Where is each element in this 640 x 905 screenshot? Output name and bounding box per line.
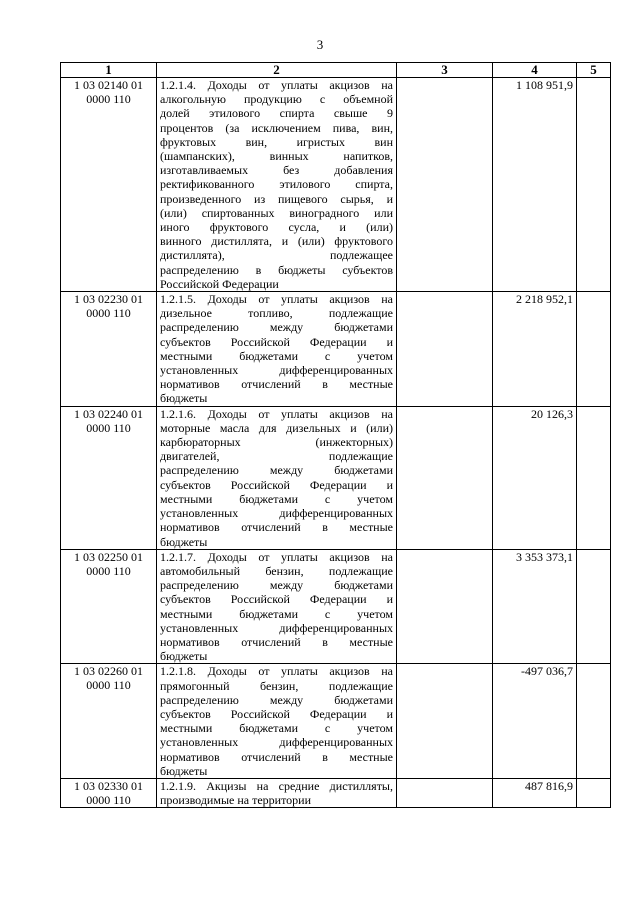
description-line: установленных дифференцированных (160, 735, 393, 750)
income-description-cell (157, 664, 397, 779)
description-line: произведенного из пищевого сырья, и (160, 191, 393, 206)
column-5-cell (577, 78, 611, 292)
description-line: иного фруктового сусла, и (или) (160, 220, 393, 235)
budget-code-line: 0000 110 (86, 563, 131, 578)
description-line: карбюраторных (инжекторных) (160, 435, 393, 450)
amount-cell: 2 218 952,1 (493, 292, 577, 407)
description-line: бюджеты (160, 534, 208, 549)
amount-cell: 3 353 373,1 (493, 549, 577, 664)
column-header-3: 3 (397, 63, 493, 78)
column-header-5: 5 (577, 63, 611, 78)
income-description-cell (157, 292, 397, 407)
budget-code-line: 1 03 02240 01 (74, 406, 143, 421)
header-row (61, 63, 611, 78)
description-line: производимые на территории (160, 793, 312, 808)
budget-code-line: 1 03 02330 01 (74, 778, 143, 793)
income-description-cell (157, 406, 397, 549)
description-line: местными бюджетами с учетом (160, 606, 393, 621)
column-3-cell (397, 292, 493, 407)
income-description-cell (157, 78, 397, 292)
description-line: долей этилового спирта свыше 9 (160, 106, 393, 121)
description-line: бюджеты (160, 763, 208, 778)
description-line: изготавливаемых без добавления (160, 163, 393, 178)
description-line: субъектов Российской Федерации и (160, 706, 393, 721)
column-5-cell (577, 406, 611, 549)
description-line: субъектов Российской Федерации и (160, 592, 393, 607)
description-line: Российской Федерации (160, 276, 279, 291)
description-line: 1.2.1.4. Доходы от уплаты акцизов на (160, 78, 393, 92)
description-line: нормативов отчислений в местные (160, 520, 393, 535)
description-line: установленных дифференцированных (160, 620, 393, 635)
budget-code-line: 0000 110 (86, 92, 131, 106)
table-row (61, 78, 611, 292)
budget-code-cell (61, 292, 157, 407)
budget-code-line: 1 03 02140 01 (74, 78, 143, 92)
description-line: нормативов отчислений в местные (160, 749, 393, 764)
column-5-cell (577, 778, 611, 807)
description-line: процентов (за исключением пива, вин, (160, 120, 393, 135)
table-row (61, 406, 611, 549)
description-line: дистиллята), подлежащее (160, 248, 393, 263)
income-description-cell (157, 778, 397, 807)
description-line: местными бюджетами с учетом (160, 721, 393, 736)
description-line: распределению в бюджеты субъектов (160, 262, 393, 277)
column-3-cell (397, 78, 493, 292)
column-3-cell (397, 778, 493, 807)
description-line: автомобильный бензин, подлежащие (160, 563, 393, 578)
budget-code-cell (61, 664, 157, 779)
description-line: двигателей, подлежащие (160, 449, 393, 464)
budget-code-line: 0000 110 (86, 678, 131, 693)
amount-cell: 20 126,3 (493, 406, 577, 549)
table-body (61, 78, 611, 808)
description-line: прямогонный бензин, подлежащие (160, 678, 393, 693)
description-line: 1.2.1.6. Доходы от уплаты акцизов на (160, 406, 393, 421)
description-line: 1.2.1.5. Доходы от уплаты акцизов на (160, 292, 393, 307)
description-line: 1.2.1.7. Доходы от уплаты акцизов на (160, 549, 393, 564)
column-5-cell (577, 664, 611, 779)
description-line: моторные масла для дизельных и (или) (160, 420, 393, 435)
income-description-cell (157, 549, 397, 664)
description-line: распределению между бюджетами (160, 692, 393, 707)
description-line: субъектов Российской Федерации и (160, 334, 393, 349)
description-line: фруктовых вин, игристых вин (160, 134, 393, 149)
description-line: местными бюджетами с учетом (160, 491, 393, 506)
description-line: распределению между бюджетами (160, 320, 393, 335)
budget-code-cell (61, 549, 157, 664)
amount-cell: -497 036,7 (493, 664, 577, 779)
description-line: бюджеты (160, 649, 208, 664)
column-header-4: 4 (493, 63, 577, 78)
description-line: алкогольную продукцию с объемной (160, 92, 393, 107)
budget-code-cell (61, 406, 157, 549)
description-line: ректификованного этилового спирта, (160, 177, 393, 192)
budget-code-line: 0000 110 (86, 306, 131, 321)
column-header-1: 1 (61, 63, 157, 78)
column-5-cell (577, 549, 611, 664)
budget-code-line: 1 03 02260 01 (74, 664, 143, 679)
description-line: дизельное топливо, подлежащие (160, 306, 393, 321)
description-line: распределению между бюджетами (160, 578, 393, 593)
table-row (61, 292, 611, 407)
budget-table (60, 62, 611, 808)
budget-code-line: 0000 110 (86, 420, 131, 435)
description-line: распределению между бюджетами (160, 463, 393, 478)
page-number: 3 (316, 37, 324, 52)
description-line: винного дистиллята, и (или) фруктового (160, 234, 393, 249)
column-3-cell (397, 406, 493, 549)
column-3-cell (397, 549, 493, 664)
budget-code-cell (61, 78, 157, 292)
table-row (61, 664, 611, 779)
budget-code-line: 1 03 02250 01 (74, 549, 143, 564)
amount-cell: 487 816,9 (493, 778, 577, 807)
description-line: нормативов отчислений в местные (160, 377, 393, 392)
amount-cell: 1 108 951,9 (493, 78, 577, 292)
description-line: (или) спиртованных виноградного или (160, 205, 393, 220)
budget-code-line: 0000 110 (86, 792, 131, 807)
column-3-cell (397, 664, 493, 779)
description-line: установленных дифференцированных (160, 506, 393, 521)
column-header-2: 2 (157, 63, 397, 78)
table-row (61, 778, 611, 807)
description-line: 1.2.1.8. Доходы от уплаты акцизов на (160, 664, 393, 679)
budget-code-cell (61, 778, 157, 807)
description-line: субъектов Российской Федерации и (160, 477, 393, 492)
budget-code-line: 1 03 02230 01 (74, 292, 143, 307)
description-line: 1.2.1.9. Акцизы на средние дистилляты, (160, 778, 393, 793)
column-5-cell (577, 292, 611, 407)
description-line: бюджеты (160, 391, 208, 406)
description-line: местными бюджетами с учетом (160, 348, 393, 363)
description-line: установленных дифференцированных (160, 363, 393, 378)
description-line: (шампанских), винных напитков, (160, 149, 393, 164)
description-line: нормативов отчислений в местные (160, 634, 393, 649)
table-row (61, 549, 611, 664)
